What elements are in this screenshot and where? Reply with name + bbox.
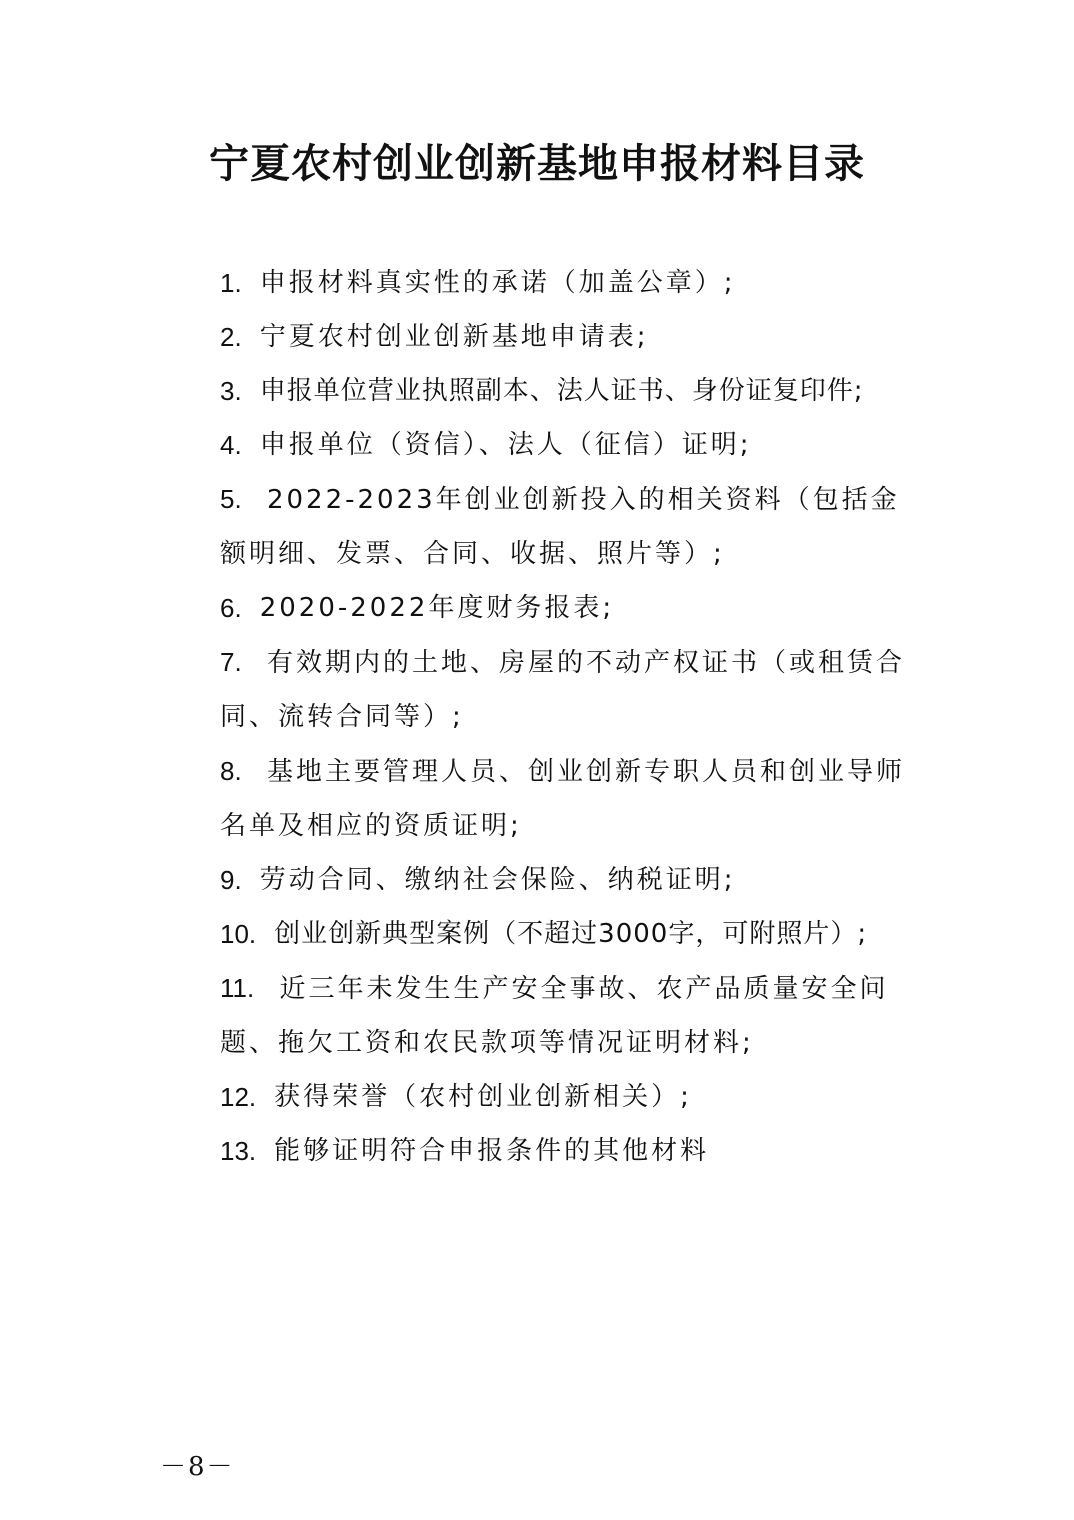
list-item: [220, 907, 910, 961]
list-item-number: 1.: [220, 268, 242, 298]
list-item-number: 9.: [220, 865, 242, 895]
list-item-text: 近三年未发生生产安全事故、农产品质量安全问题、拖欠工资和农民款项等情况证明材料;: [220, 974, 889, 1058]
list-item-text: 申报单位营业执照副本、法人证书、身份证复印件;: [259, 376, 864, 406]
list-item: [220, 310, 910, 364]
list-item: [220, 1070, 910, 1124]
list-item-text: 申报材料真实性的承诺（加盖公章）;: [259, 268, 736, 298]
page-title: 宁夏农村创业创新基地申报材料目录: [209, 140, 865, 187]
list-item-number: 4.: [220, 430, 242, 460]
list-item-text: 基地主要管理人员、创业创新专职人员和创业导师名单及相应的资质证明;: [220, 757, 905, 841]
list-item: [220, 744, 910, 853]
list-item-number: 12.: [220, 1082, 257, 1112]
list-item-text: 劳动合同、缴纳社会保险、纳税证明;: [259, 865, 736, 895]
list-item-number: 10.: [220, 919, 257, 949]
list-item-number: 2.: [220, 322, 242, 352]
list-item: [220, 581, 910, 635]
list-item-text: 能够证明符合申报条件的其他材料: [274, 1136, 710, 1166]
list-item-text: 2020-2022年度财务报表;: [259, 593, 615, 623]
list-item-text: 宁夏农村创业创新基地申请表;: [259, 322, 649, 352]
list-item-text: 2022-2023年创业创新投入的相关资料（包括金额明细、发票、合同、收据、照片等）;: [220, 485, 900, 569]
list-item-number: 7.: [220, 647, 242, 677]
list-item-number: 11.: [220, 973, 255, 1003]
list-item-text: 申报单位（资信）、法人（征信）证明;: [259, 430, 752, 460]
list-item: [220, 256, 910, 310]
list-item-text: 创业创新典型案例（不超过3000字，可附照片）;: [274, 919, 868, 949]
list-item: [220, 961, 910, 1070]
list-item-number: 8.: [220, 756, 242, 786]
list-item: [220, 853, 910, 907]
list-item-number: 13.: [220, 1136, 257, 1166]
list-item-number: 6.: [220, 593, 242, 623]
page-number: －8－: [160, 1452, 235, 1482]
list-item: [220, 1124, 910, 1178]
list-item: [220, 418, 910, 472]
list-item-text: 获得荣誉（农村创业创新相关）;: [274, 1082, 692, 1112]
material-list: [220, 256, 910, 1178]
list-item: [220, 364, 910, 418]
list-item-text: 有效期内的土地、房屋的不动产权证书（或租赁合同、流转合同等）;: [220, 648, 905, 732]
list-item: [220, 635, 910, 744]
list-item: [220, 472, 910, 581]
list-item-number: 3.: [220, 376, 242, 406]
list-item-number: 5.: [220, 484, 242, 514]
